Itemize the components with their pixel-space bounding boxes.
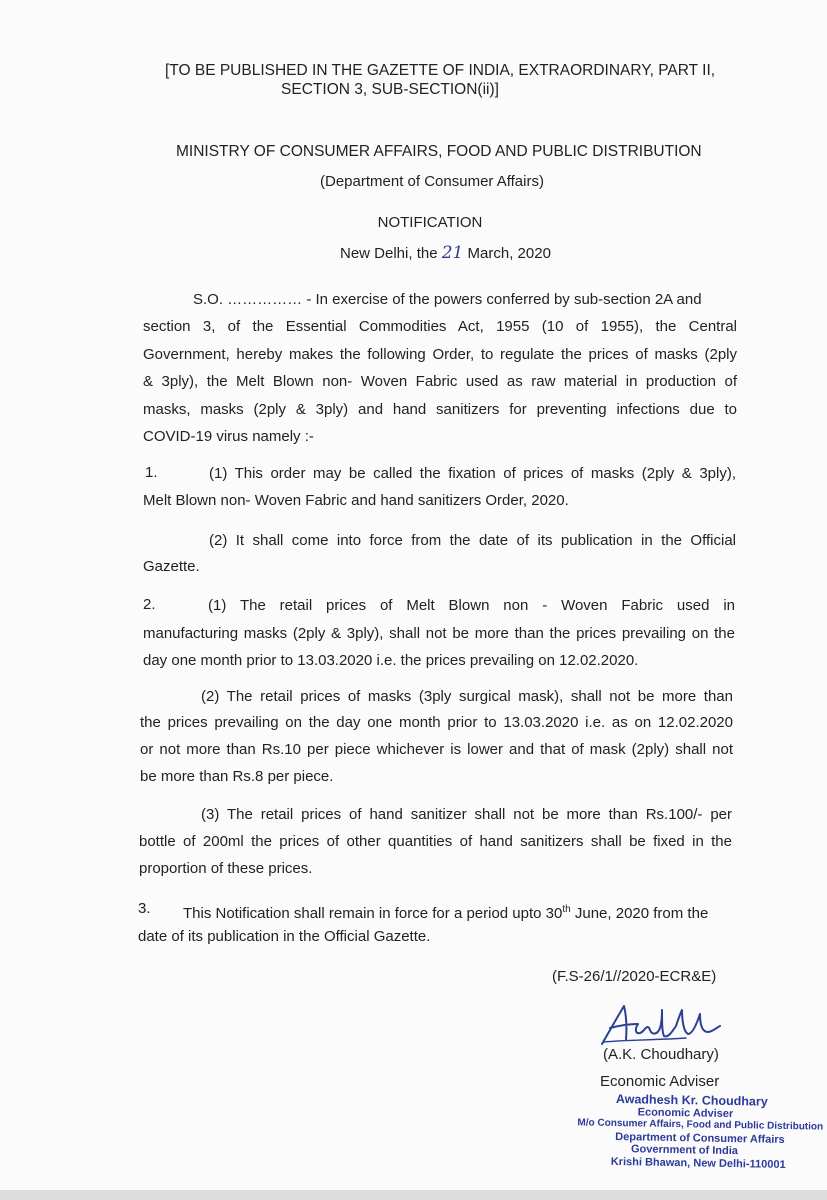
preamble-line-2: section 3, of the Essential Commodities Act, 1955 (10 of 1955), the Central bbox=[143, 318, 737, 335]
preamble-line-6: COVID-19 virus namely :- bbox=[143, 428, 314, 445]
department-subtitle: (Department of Consumer Affairs) bbox=[320, 173, 544, 190]
date-prefix: New Delhi, the bbox=[340, 245, 438, 262]
signature-graphic bbox=[596, 1000, 726, 1050]
clause-1-1-line-1: (1) This order may be called the fixation of prices of masks (2ply & 3ply), bbox=[209, 465, 736, 482]
ministry-title: MINISTRY OF CONSUMER AFFAIRS, FOOD AND PUBLIC DISTRIBUTION bbox=[176, 143, 702, 160]
clause-3-text-a: This Notification shall remain in force for a period upto 30 bbox=[183, 905, 563, 922]
preamble-line-4: & 3ply), the Melt Blown non- Woven Fabric used as raw material in production of bbox=[143, 373, 737, 390]
signatory-name: (A.K. Choudhary) bbox=[603, 1046, 719, 1063]
stamp-address: Krishi Bhawan, New Delhi-110001 bbox=[610, 1155, 786, 1171]
signatory-designation: Economic Adviser bbox=[600, 1073, 720, 1090]
clause-3-line-1 bbox=[183, 901, 708, 923]
preamble-line-3: Government, hereby makes the following Order, to regulate the prices of masks (2ply bbox=[143, 346, 737, 363]
stamp-department: Department of Consumer Affairs bbox=[615, 1130, 785, 1146]
clause-3-line-2: date of its publication in the Official Gazette. bbox=[138, 928, 431, 945]
clause-2-2-line-2: the prices prevailing on the day one month prior to 13.03.2020 i.e. as on 12.02.2020 bbox=[140, 714, 733, 731]
clause-2-number: 2. bbox=[143, 596, 156, 613]
official-stamp bbox=[577, 1092, 824, 1172]
clause-3-text-b: June, 2020 from the bbox=[570, 905, 709, 922]
date-day-handwritten: 21 bbox=[441, 243, 464, 263]
clause-2-2-line-3: or not more than Rs.10 per piece whichever is lower and that of mask (2ply) shall not bbox=[140, 741, 733, 758]
clause-2-1-line-2: manufacturing masks (2ply & 3ply), shall not be more than the prices prevailing on the bbox=[143, 625, 735, 642]
file-number: (F.S-26/1//2020-ECR&E) bbox=[552, 968, 717, 985]
stamp-government: Government of India bbox=[630, 1143, 739, 1158]
clause-3-superscript: th bbox=[562, 904, 571, 915]
clause-1-1-line-2: Melt Blown non- Woven Fabric and hand sanitizers Order, 2020. bbox=[143, 492, 569, 509]
gazette-line-2: SECTION 3, SUB-SECTION(ii)] bbox=[281, 81, 499, 98]
date-suffix: March, 2020 bbox=[467, 245, 551, 262]
stamp-designation: Economic Adviser bbox=[637, 1105, 734, 1120]
clause-2-2-line-1: (2) The retail prices of masks (3ply surgical mask), shall not be more than bbox=[201, 688, 733, 705]
stamp-ministry: M/o Consumer Affairs, Food and Public Distribution bbox=[577, 1117, 824, 1133]
stamp-name: Awadhesh Kr. Choudhary bbox=[615, 1092, 768, 1109]
notification-date bbox=[340, 244, 551, 263]
clause-1-2-line-1: (2) It shall come into force from the date of its publication in the Official bbox=[209, 532, 736, 549]
clause-2-3-line-2: bottle of 200ml the prices of other quantities of hand sanitizers shall be fixed in the bbox=[139, 833, 732, 850]
clause-2-3-line-1: (3) The retail prices of hand sanitizer shall not be more than Rs.100/- per bbox=[201, 806, 732, 823]
gazette-line-1: [TO BE PUBLISHED IN THE GAZETTE OF INDIA, EXTRAORDINARY, PART II, bbox=[165, 62, 716, 79]
clause-1-2-line-2: Gazette. bbox=[143, 558, 200, 575]
clause-3-number: 3. bbox=[138, 900, 151, 917]
notification-title: NOTIFICATION bbox=[377, 214, 483, 231]
page-edge bbox=[0, 1190, 827, 1200]
preamble-line-1: S.O. …………… - In exercise of the powers conferred by sub-section 2A and bbox=[193, 291, 702, 308]
clause-2-3-line-3: proportion of these prices. bbox=[139, 860, 313, 877]
clause-2-1-line-3: day one month prior to 13.03.2020 i.e. the prices prevailing on 12.02.2020. bbox=[143, 652, 639, 669]
clause-1-number: 1. bbox=[145, 464, 158, 481]
clause-2-2-line-4: be more than Rs.8 per piece. bbox=[140, 768, 334, 785]
clause-2-1-line-1: (1) The retail prices of Melt Blown non - Woven Fabric used in bbox=[208, 597, 735, 614]
preamble-line-5: masks, masks (2ply & 3ply) and hand sanitizers for preventing infections due to bbox=[143, 401, 737, 418]
